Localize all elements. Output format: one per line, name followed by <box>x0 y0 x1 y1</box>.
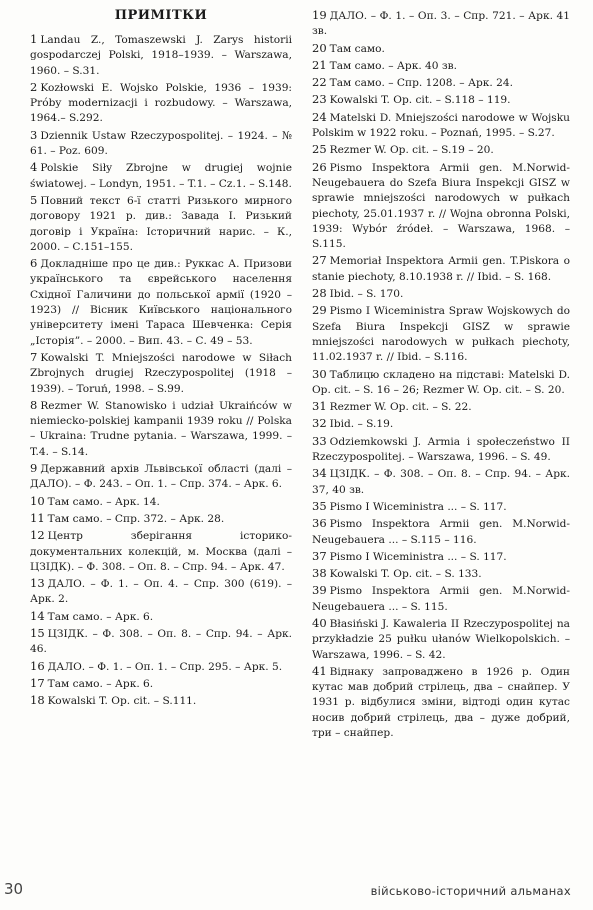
page-number: 30 <box>4 880 24 898</box>
footnote-5 <box>30 193 292 255</box>
footnote-text: Там само. <box>329 42 385 55</box>
footnote-number: 41 <box>312 663 327 678</box>
footnote-22 <box>312 75 570 91</box>
footnote-37 <box>312 549 570 565</box>
footnote-23 <box>312 92 570 108</box>
footnote-text: ЦЗІДК. – Ф. 308. – Оп. 8. – Спр. 94. – Арк. 46. <box>30 627 292 656</box>
footnote-number: 11 <box>30 510 45 525</box>
footnote-number: 10 <box>30 493 45 508</box>
footnote-number: 14 <box>30 608 45 623</box>
footnote-number: 5 <box>30 192 38 207</box>
footnote-17 <box>30 676 292 692</box>
footnote-text: Pismo Inspektora Armii gen. M.Norwid-Neugebauera do Szefa Biura Inspekcji GISZ w sprawie mniejszości narodowych w pułkach piechoty, 25.01.1937 r. // Wojna obronna Polski, 1939: Wybór źródeł. – Warszawa, 1968. – S.115. <box>312 161 570 251</box>
footnote-number: 15 <box>30 625 45 640</box>
footnote-number: 19 <box>312 8 327 22</box>
footnote-number: 30 <box>312 366 327 381</box>
footnote-text: Pismo I Wiceministra ... – S. 117. <box>329 550 507 563</box>
footnote-text: Memoriał Inspektora Armii gen. T.Piskora o stanie piechoty, 8.10.1938 r. // Ibid. – S. 168. <box>312 255 570 283</box>
page-footer <box>0 876 593 906</box>
footnote-39 <box>312 583 570 615</box>
footnote-text: Matelski D. Mniejszości narodowe w Wojsku Polskim w 1922 roku. – Poznań, 1995. – S.27. <box>312 111 570 140</box>
right-column <box>312 8 570 742</box>
footnote-31 <box>312 399 570 415</box>
footnote-34 <box>312 466 570 498</box>
footnote-text: Докладніше про це див.: Руккас А. Призови українського та єврейського населення Східної Галичини до польської армії (1920 – 1923) // Вісник Київського національного університету імені Тараса Шевченка: Серія „Історія”. – 2000. – Вип. 43. – С. 49 – 53. <box>30 258 292 347</box>
footnote-20 <box>312 41 570 57</box>
footnote-text: Pismo I Wiceministra ... – S. 117. <box>329 500 507 513</box>
footnote-1 <box>30 32 292 79</box>
notes-title: ПРИМІТКИ <box>114 8 208 23</box>
footnote-text: ДАЛО. – Ф. 1. – Оп. 4. – Спр. 300 (619). – Арк. 2. <box>30 578 292 606</box>
footnote-text: Центр зберігання історико-документальних колекцій, м. Москва (далі – ЦЗІДК). – Ф. 308. – Оп. 8. – Спр. 94. – Арк. 47. <box>30 530 292 573</box>
footnote-number: 39 <box>312 583 327 598</box>
footnote-text: Kowalski T. Op. cit. – S. 133. <box>329 568 482 581</box>
footnote-number: 6 <box>30 256 38 271</box>
footnote-33 <box>312 434 570 466</box>
footnote-29 <box>312 303 570 365</box>
footnote-text: Там само. – Арк. 6. <box>47 610 154 623</box>
footnote-number: 16 <box>30 658 45 673</box>
footnote-text: Kowalski T. Op. cit. – S.111. <box>47 695 197 708</box>
footnote-text: Ibid. – S.19. <box>329 418 394 431</box>
footnote-text: Там само. – Арк. 6. <box>47 677 154 690</box>
footnote-28 <box>312 286 570 302</box>
footnote-text: Dziennik Ustaw Rzeczypospolitej. – 1924. – № 61. – Poz. 609. <box>30 129 292 158</box>
footnote-26 <box>312 160 570 253</box>
footnote-number: 28 <box>312 286 327 301</box>
footnote-number: 34 <box>312 466 327 481</box>
footnote-text: Landau Z., Tomaszewski J. Zarys historii gospodarczej Polski, 1918–1939. – Warszawa, 1960. – S.31. <box>30 34 292 77</box>
footnote-text: Rezmer W. Op. cit. – S. 22. <box>329 401 472 414</box>
footnote-text: Odziemkowski J. Armia i społeczeństwo II Rzeczypospolitej. – Warszawa, 1996. – S. 49. <box>312 435 570 464</box>
footnote-number: 8 <box>30 397 38 412</box>
footnote-number: 12 <box>30 528 45 543</box>
notes-list-right <box>312 8 570 741</box>
footnote-number: 23 <box>312 92 327 107</box>
footnote-38 <box>312 566 570 582</box>
footnote-2 <box>30 80 292 127</box>
footnote-text: Таблицю складено на підставі: Matelski D. Op. cit. – S. 16 – 26; Rezmer W. Op. cit. – S. 20. <box>312 368 570 396</box>
footnote-number: 36 <box>312 516 327 531</box>
footnote-6 <box>30 256 292 349</box>
footnote-number: 20 <box>312 40 327 55</box>
footnote-number: 25 <box>312 142 327 157</box>
footnote-8 <box>30 398 292 460</box>
footnote-19 <box>312 8 570 40</box>
footnote-text: Błasiński J. Kawaleria II Rzeczypospolitej na przykładzie 25 pułku ułanów Wielkopolskich. – Warszawa, 1996. – S. 42. <box>312 617 570 661</box>
footnote-25 <box>312 142 570 158</box>
footnote-text: Pismo Inspektora Armii gen. M.Norwid-Neugebauera ... – S. 115. <box>312 585 570 613</box>
footnote-text: Pismo I Wiceministra Spraw Wojskowych do Szefa Biura Inspekcji GISZ w sprawie mniejszości narodowych w pułkach piechoty, 11.02.1937 r. // Ibid. – S.116. <box>312 305 570 364</box>
footnote-text: Rezmer W. Op. cit. – S.19 – 20. <box>329 144 494 157</box>
footnote-number: 22 <box>312 75 327 90</box>
footnote-number: 29 <box>312 303 327 318</box>
footnote-text: Kowalski T. Mniejszości narodowe w Siłach Zbrojnych drugiej Rzeczypospolitej (1918 – 1939). – Toruń, 1998. – S.99. <box>30 351 292 395</box>
footnote-13 <box>30 576 292 608</box>
footnote-text: Повний текст 6-ї статті Ризького мирного договору 1921 р. див.: Завада І. Ризький договір і Україна: Історичний нарис. – К., 2000. – С.151–155. <box>30 194 292 253</box>
footnote-number: 38 <box>312 566 327 581</box>
footnote-36 <box>312 516 570 548</box>
footnote-text: Ibid. – S. 170. <box>329 288 404 301</box>
footnote-text: Polskie Siły Zbrojne w drugiej wojnie światowej. – Londyn, 1951. – T.1. – Cz.1. – S.148. <box>30 162 292 190</box>
footnote-text: Там само. – Спр. 372. – Арк. 28. <box>47 512 225 525</box>
footnote-18 <box>30 693 292 709</box>
footnote-number: 24 <box>312 109 327 124</box>
footnote-number: 40 <box>312 615 327 630</box>
footnote-number: 17 <box>30 675 45 690</box>
footnote-number: 9 <box>30 461 38 476</box>
footnote-text: Віднаку запроваджено в 1926 р. Один кутас мав добрий стрілець, два – снайпер. У 1931 р. відбулися зміни, відтоді один кутас носив добрий стрілець, два – дуже добрий, три – снайпер. <box>312 665 570 740</box>
footnote-text: Там само. – Арк. 14. <box>47 495 160 508</box>
footnote-number: 18 <box>30 693 45 708</box>
footnote-text: Там само. – Спр. 1208. – Арк. 24. <box>329 77 513 90</box>
footnote-27 <box>312 253 570 285</box>
footnote-number: 2 <box>30 79 38 94</box>
footnote-11 <box>30 511 292 527</box>
notes-list-left <box>30 32 292 709</box>
footnote-text: ДАЛО. – Ф. 1. – Оп. 1. – Спр. 295. – Арк. 5. <box>47 660 283 673</box>
footnote-text: Kozłowski E. Wojsko Polskie, 1936 – 1939: Próby modernizacji i rozbudowy. – Warszawa, 1964.– S.292. <box>30 81 292 125</box>
footnote-text: Kowalski T. Op. cit. – S.118 – 119. <box>329 94 511 107</box>
footnote-35 <box>312 499 570 515</box>
journal-title: військово-історичний альманах <box>370 884 571 898</box>
footnote-9 <box>30 461 292 493</box>
footnote-16 <box>30 659 292 675</box>
footnote-number: 32 <box>312 416 327 431</box>
footnote-text: ЦЗІДК. – Ф. 308. – Оп. 8. – Спр. 94. – Арк. 37, 40 зв. <box>312 468 570 496</box>
footnote-3 <box>30 128 292 160</box>
footnote-number: 37 <box>312 548 327 563</box>
footnote-text: Державний архів Львівської області (далі – ДАЛО). – Ф. 243. – Оп. 1. – Спр. 374. – Арк. 6. <box>30 463 292 491</box>
footnote-number: 1 <box>30 32 38 46</box>
footnote-number: 35 <box>312 498 327 513</box>
footnote-number: 21 <box>312 57 327 72</box>
footnote-40 <box>312 616 570 663</box>
footnote-text: ДАЛО. – Ф. 1. – Оп. 3. – Спр. 721. – Арк. 41 зв. <box>312 10 570 38</box>
footnote-41 <box>312 664 570 741</box>
footnote-10 <box>30 494 292 510</box>
footnote-number: 27 <box>312 253 327 268</box>
footnote-12 <box>30 528 292 575</box>
footnote-text: Pismo Inspektora Armii gen. M.Norwid-Neugebauera ... – S.115 – 116. <box>312 518 570 546</box>
footnote-number: 3 <box>30 127 38 142</box>
footnote-number: 26 <box>312 159 327 174</box>
footnote-text: Rezmer W. Stanowisko i udział Ukraińców w niemiecko-polskiej kampanii 1939 roku // Polska – Ukraina: Trudne pytania. – Warszawa, 1999. – T.4. – S.14. <box>30 399 292 458</box>
footnote-32 <box>312 416 570 432</box>
footnote-21 <box>312 58 570 74</box>
footnote-24 <box>312 110 570 142</box>
footnote-30 <box>312 367 570 399</box>
footnote-number: 13 <box>30 576 45 591</box>
footnote-4 <box>30 160 292 192</box>
footnote-number: 33 <box>312 433 327 448</box>
footnote-text: Там само. – Арк. 40 зв. <box>329 59 458 72</box>
footnote-15 <box>30 626 292 658</box>
footnote-14 <box>30 609 292 625</box>
footnote-number: 31 <box>312 399 327 414</box>
footnote-number: 7 <box>30 349 38 364</box>
footnote-7 <box>30 350 292 397</box>
left-column <box>30 8 292 710</box>
footnote-number: 4 <box>30 160 38 175</box>
